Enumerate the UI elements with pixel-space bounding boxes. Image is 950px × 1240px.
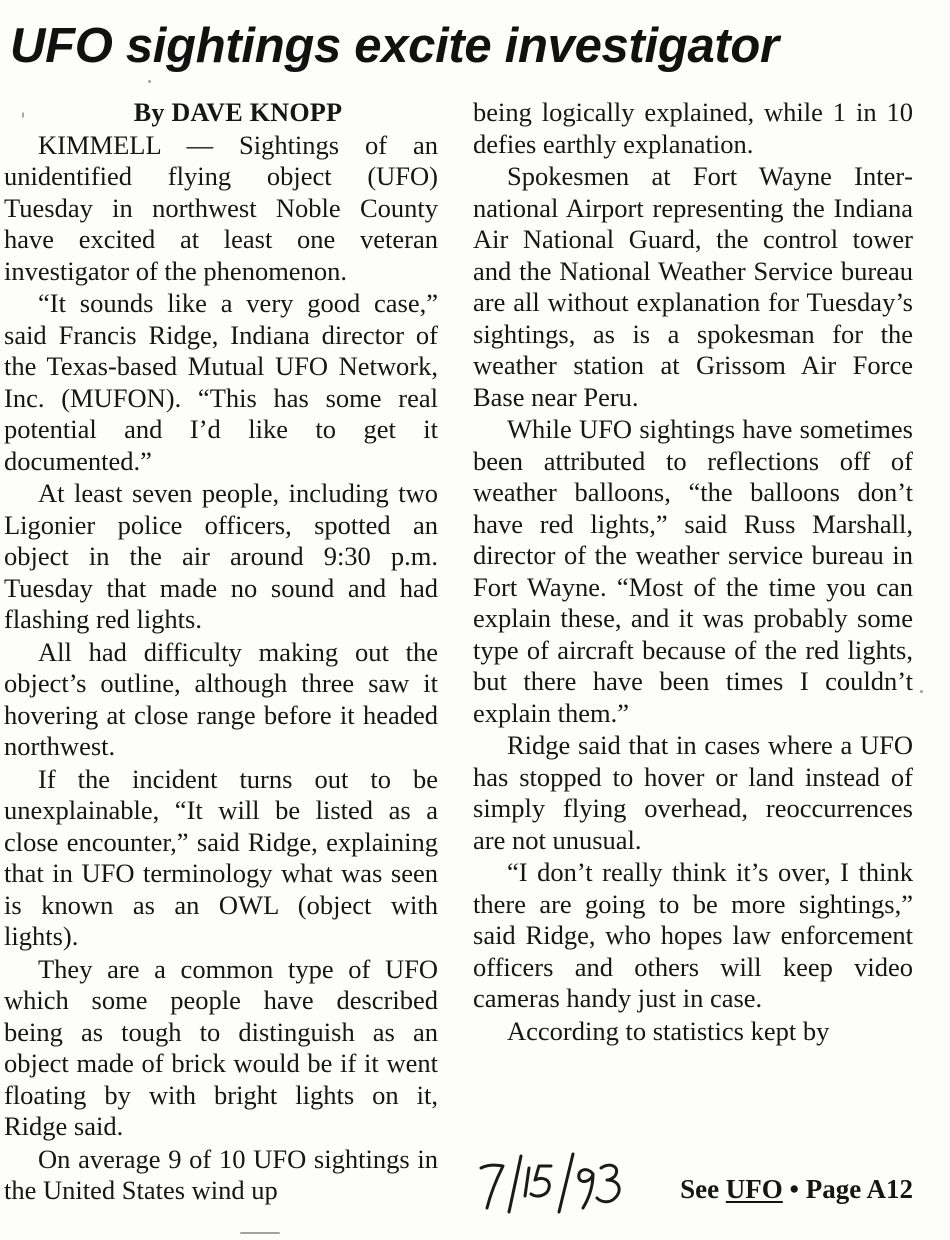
section-ref: UFO <box>725 1174 783 1204</box>
paragraph: On average 9 of 10 UFO sightings in the United States wind up <box>4 1143 438 1205</box>
scan-speck <box>22 112 24 118</box>
scan-speck <box>148 80 151 83</box>
paragraph: According to statistics kept by <box>507 1015 830 1046</box>
handwritten-date <box>475 1146 635 1218</box>
paragraph: Spokesmen at Fort Wayne International Airport representing the Indiana Air National Guard, the control tower and the National Weather Service bureau are all without explanation for Tuesday’s sightings, as is a spokesman for the weather station at Grissom Air Force Base near Peru. <box>473 161 913 412</box>
article-column-right <box>473 97 913 1048</box>
paragraph: If the incident turns out to be unexplainable, “It will be listed as a close encounter,” said Ridge, explaining that in UFO terminology what was seen is known as an OWL (object with lights). <box>4 763 438 951</box>
separator-dot: • <box>789 1174 799 1204</box>
article-footer <box>473 1148 913 1218</box>
paragraph: While UFO sightings have sometimes been attributed to reflections off of weather balloons, “the balloons don’t have red lights,” said Russ Marshall, director of the weather service bureau in Fort Wayne. “Most of the time you can explain these, and it was probably some type of aircraft because of the red lights, but there have been times I couldn’t explain them.” <box>473 414 913 728</box>
paragraph: being logically explained, while 1 in 10 defies earthly explanation. <box>473 97 913 159</box>
page-ref: Page A12 <box>805 1174 913 1204</box>
paragraph: At least seven people, including two Ligonier police officers, spotted an object in the air around 9:30 p.m. Tuesday that made no sound and had flashing red lights. <box>4 478 438 634</box>
paragraph: They are a common type of UFO which some people have described being as tough to distinguish as an object made of brick would be if it went floating by with bright lights on it, Ridge said. <box>4 953 438 1141</box>
see-label: See <box>680 1174 720 1204</box>
paragraph: Ridge said that in cases where a UFO has stopped to hover or land instead of simply flying overhead, reoccurrences are not unusual. <box>473 730 913 855</box>
scan-speck <box>240 1232 280 1234</box>
headline: UFO sightings excite investigator <box>10 19 779 73</box>
paragraph: “It sounds like a very good case,” said Francis Ridge, Indiana director of the Texas-based Mutual UFO Network, Inc. (MUFON). “This has some real potential and I’d like to get it documented.” <box>4 288 438 476</box>
paragraph: “I don’t really think it’s over, I think there are going to be more sightings,” said Ridge, who hopes law enforcement officers and others will keep video cameras handy just in case. <box>473 857 913 1013</box>
paragraph: All had difficulty making out the object’s outline, although three saw it hovering at close range before it headed northwest. <box>4 636 438 761</box>
byline: By DAVE KNOPP <box>133 98 343 127</box>
article-column-left <box>4 97 438 1208</box>
continuation-reference <box>680 1174 913 1205</box>
scan-speck <box>920 690 923 693</box>
paragraph: KIMMELL — Sightings of an unidentified flying object (UFO) Tuesday in northwest Noble County have excited at least one veteran investigator of the phenomenon. <box>4 129 438 286</box>
